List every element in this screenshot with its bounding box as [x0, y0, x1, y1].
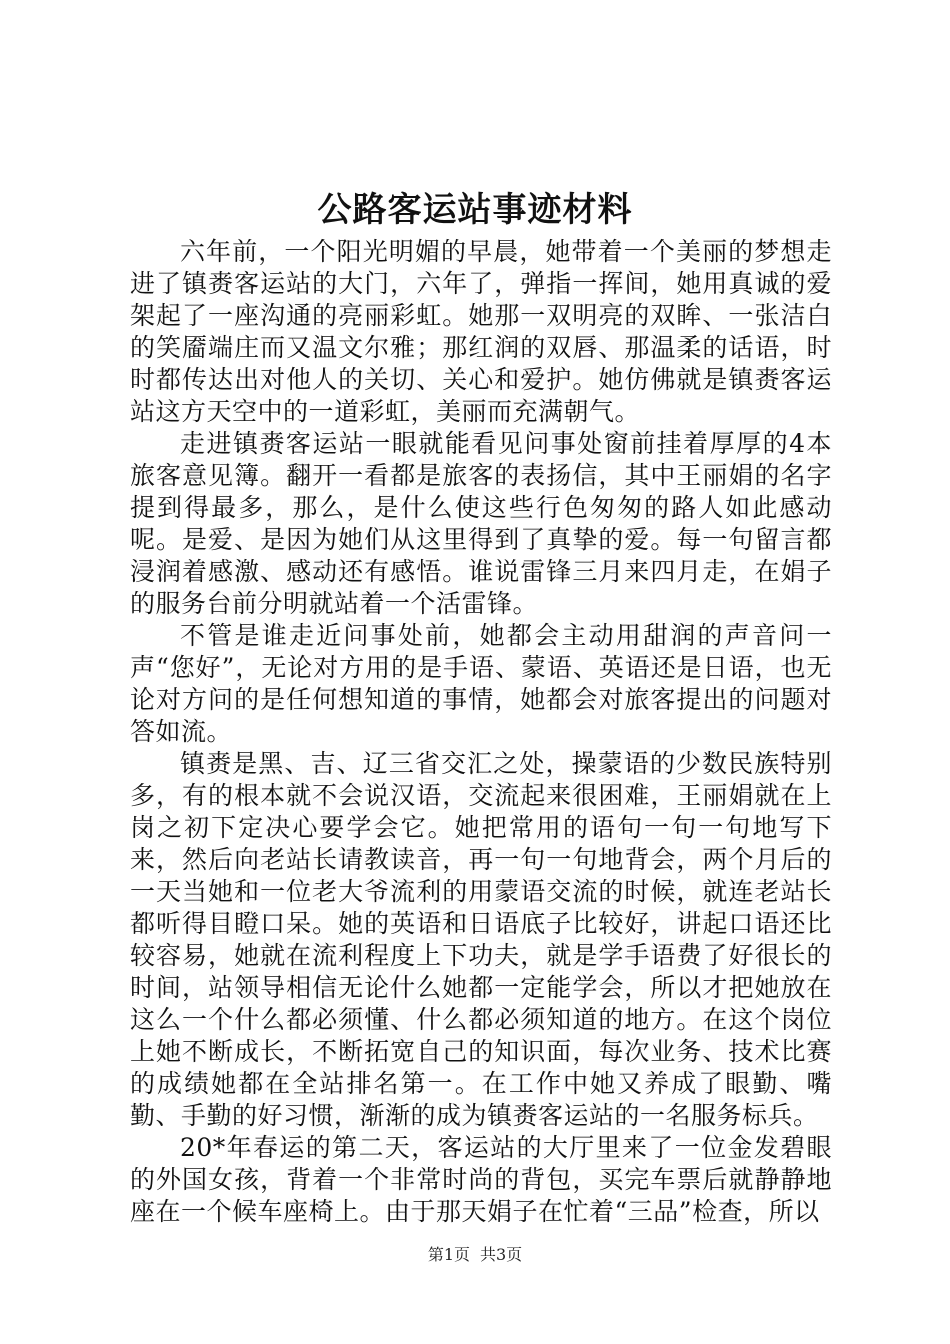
page-total: 共3页: [480, 1245, 523, 1264]
page-footer: [0, 1245, 950, 1265]
page-number: 第1页: [427, 1245, 470, 1264]
document-body: [130, 236, 832, 1228]
paragraph-3: 不管是谁走近问事处前，她都会主动用甜润的声音问一声“您好”，无论对方用的是手语、蒙语、英语还是日语，也无论对方问的是任何想知道的事情，她都会对旅客提出的问题对答如流。: [130, 621, 832, 746]
document-title: 公路客运站事迹材料: [317, 190, 633, 230]
paragraph-1: 六年前，一个阳光明媚的早晨，她带着一个美丽的梦想走进了镇赉客运站的大门，六年了，弹指一挥间，她用真诚的爱架起了一座沟通的亮丽彩虹。她那一双明亮的双眸、一张洁白的笑靥端庄而又温文尔雅；那红润的双唇、那温柔的话语，时时都传达出对他人的关切、关心和爱护。她仿佛就是镇赉客运站这方天空中的一道彩虹，美丽而充满朝气。: [130, 237, 832, 426]
paragraph-2: 走进镇赉客运站一眼就能看见问事处窗前挂着厚厚的4本旅客意见簿。翻开一看都是旅客的表扬信，其中王丽娟的名字提到得最多，那么，是什么使这些行色匆匆的路人如此感动呢。是爱、是因为她们从这里得到了真挚的爱。每一句留言都浸润着感激、感动还有感悟。谁说雷锋三月来四月走，在娟子的服务台前分明就站着一个活雷锋。: [130, 429, 832, 618]
paragraph-5: 20*年春运的第二天，客运站的大厅里来了一位金发碧眼的外国女孩，背着一个非常时尚的背包，买完车票后就静静地座在一个候车座椅上。由于那天娟子在忙着“三品”检查，所以: [130, 1133, 832, 1226]
paragraph-4: 镇赉是黑、吉、辽三省交汇之处，操蒙语的少数民族特别多，有的根本就不会说汉语，交流起来很困难，王丽娟就在上岗之初下定决心要学会它。她把常用的语句一句一句地写下来，然后向老站长请教读音，再一句一句地背会，两个月后的一天当她和一位老大爷流利的用蒙语交流的时候，就连老站长都听得目瞪口呆。她的英语和日语底子比较好，讲起口语还比较容易，她就在流利程度上下功夫，就是学手语费了好很长的时间，站领导相信无论什么她都一定能学会，所以才把她放在这么一个什么都必须懂、什么都必须知道的地方。在这个岗位上她不断成长，不断拓宽自己的知识面，每次业务、技术比赛的成绩她都在全站排名第一。在工作中她又养成了眼勤、嘴勤、手勤的好习惯，渐渐的成为镇赉客运站的一名服务标兵。: [130, 749, 832, 1130]
